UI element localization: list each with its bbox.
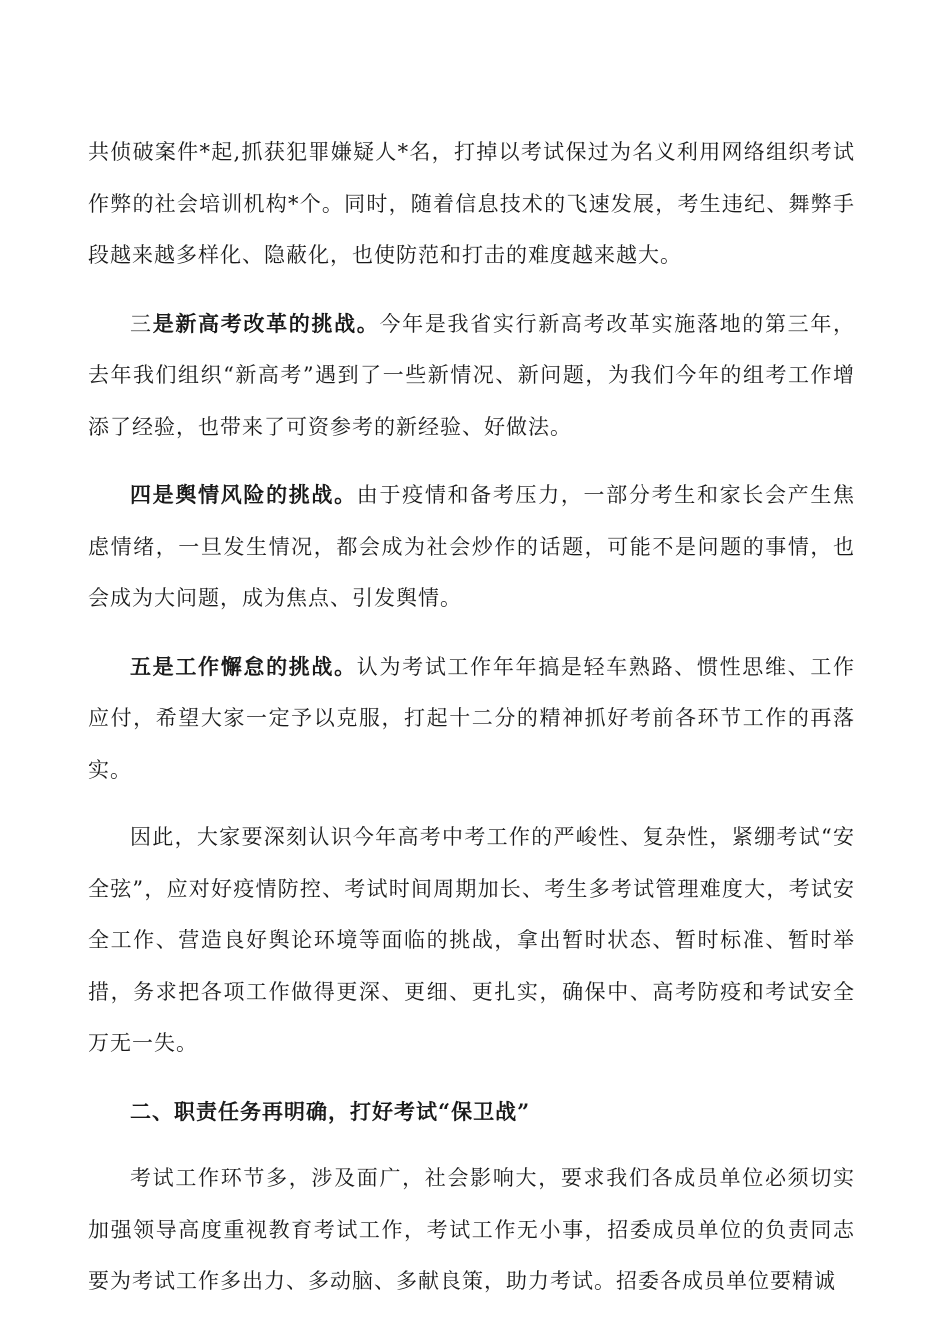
paragraph-text: 今年是我省实行新高考改革实施落地的第三年，去年我们组织“新高考”遇到了一些新情况、新问题，为我们今年的组考工作增添了经验，也带来了可资参考的新经验、好做法。	[88, 311, 856, 439]
paragraph-text: 共侦破案件*起,抓获犯罪嫌疑人*名，打掉以考试保过为名义利用网络组织考试作弊的社会培训机构*个。同时，随着信息技术的飞速发展，考生违纪、舞弊手段越来越多样化、隐蔽化，也使防范和打击的难度越来越大。	[88, 140, 855, 267]
paragraph-summary	[88, 812, 855, 1070]
paragraph-text: 认为考试工作年年搞是轻车熟路、惯性思维、工作应付，希望大家一定予以克服，打起十二分的精神抓好考前各环节工作的再落实。	[88, 654, 856, 782]
paragraph-lead: 五是工作懈怠的挑战。	[130, 653, 357, 679]
paragraph-lead: 是新高考改革的挑战。	[152, 310, 380, 336]
paragraph-challenge-five	[88, 641, 855, 797]
paragraph-continuation	[88, 127, 855, 282]
paragraph-challenge-four	[88, 469, 855, 625]
paragraph-responsibilities	[88, 1153, 855, 1308]
paragraph-text: 由于疫情和备考压力，一部分考生和家长会产生焦虑情绪，一旦发生情况，都会成为社会炒作的话题，可能不是问题的事情，也会成为大问题，成为焦点、引发舆情。	[88, 483, 856, 610]
paragraph-challenge-three	[88, 298, 855, 454]
paragraph-text: 考试工作环节多，涉及面广，社会影响大，要求我们各成员单位必须切实加强领导高度重视教育考试工作，考试工作无小事，招委成员单位的负责同志要为考试工作多出力、多动脑、多献良策，助力考试。招委各成员单位要精诚	[88, 1166, 855, 1293]
section-heading: 二、职责任务再明确，打好考试“保卫战”	[130, 1098, 531, 1124]
paragraph-prefix: 三	[130, 311, 153, 336]
paragraph-text: 因此，大家要深刻认识今年高考中考工作的严峻性、复杂性，紧绷考试“安全弦”，应对好疫情防控、考试时间周期加长、考生多考试管理难度大，考试安全工作、营造良好舆论环境等面临的挑战，拿出暂时状态、暂时标准、暂时举措，务求把各项工作做得更深、更细、更扎实，确保中、高考防疫和考试安全万无一失。	[88, 825, 855, 1055]
paragraph-lead: 四是舆情风险的挑战。	[130, 482, 357, 507]
